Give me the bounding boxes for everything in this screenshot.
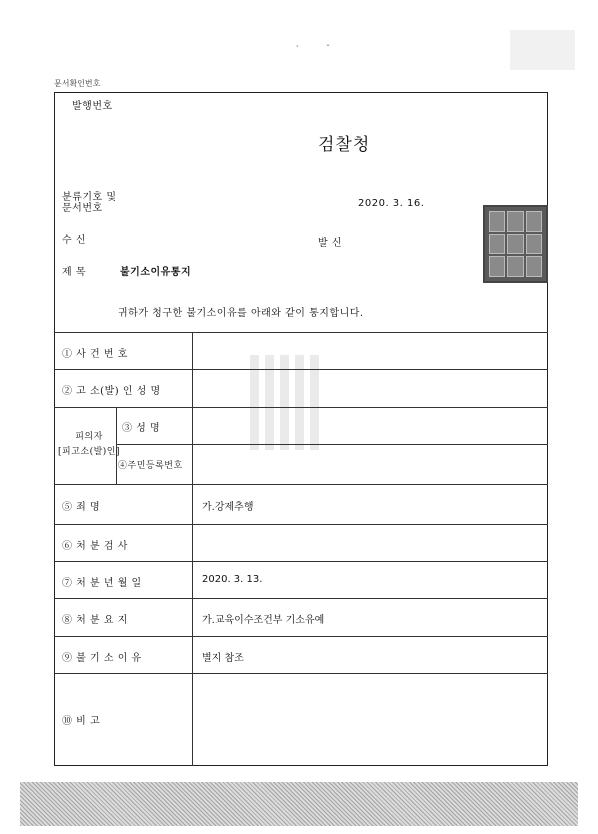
remarks-label: ⑩ 비 고	[62, 716, 101, 727]
table-line	[54, 673, 548, 674]
disposition-summary-value: 가.교육이수조건부 기소유예	[202, 615, 325, 626]
table-line	[54, 407, 548, 408]
charge-label: ⑤ 죄 명	[62, 502, 101, 513]
scan-noise-strip	[20, 782, 578, 826]
complainant-label: ② 고 소(발) 인 성 명	[62, 386, 161, 397]
table-line	[54, 598, 548, 599]
scan-speck: ˘	[326, 44, 330, 53]
table-line	[54, 369, 548, 370]
table-divider	[192, 332, 193, 766]
case-number-label: ① 사 건 번 호	[62, 349, 128, 360]
table-line	[54, 332, 548, 333]
disposition-date-label: ⑦ 처 분 년 월 일	[62, 578, 142, 589]
agency-title: 검찰청	[318, 135, 371, 155]
sender-label: 발 신	[318, 238, 342, 249]
table-line	[54, 524, 548, 525]
scan-speck: ·	[296, 42, 299, 51]
suspect-group-label: 피의자 [피고소(발)인]	[58, 432, 121, 457]
disposition-summary-label: ⑧ 처 분 요 지	[62, 615, 128, 626]
document-date: 2020. 3. 16.	[358, 198, 425, 209]
table-line	[54, 484, 548, 485]
non-prosecution-reason-value: 별지 참조	[202, 653, 244, 664]
charge-value: 가.강제추행	[202, 502, 254, 513]
scan-shade	[510, 30, 575, 70]
table-line	[54, 636, 548, 637]
table-line	[54, 561, 548, 562]
suspect-name-label: ③ 성 명	[122, 423, 161, 434]
prosecutor-label: ⑥ 처 분 검 사	[62, 541, 128, 552]
document-verification-label: 문서확인번호	[54, 79, 101, 88]
classification-label: 분류기호 및 문서번호	[62, 192, 117, 214]
table-line	[116, 444, 548, 445]
issue-number-label: 발행번호	[72, 101, 113, 112]
non-prosecution-reason-label: ⑨ 불 기 소 이 유	[62, 653, 142, 664]
remarks-label-row	[62, 712, 182, 727]
intro-text: 귀하가 청구한 불기소이유를 아래와 같이 통지합니다.	[118, 308, 364, 319]
suspect-id-label: ④주민등록번호	[118, 461, 183, 471]
subject-label: 제 목	[62, 267, 86, 278]
recipient-label: 수 신	[62, 235, 86, 246]
official-seal	[483, 205, 548, 283]
disposition-date-value: 2020. 3. 13.	[202, 574, 263, 585]
subject-value: 불기소이유통지	[120, 267, 192, 278]
